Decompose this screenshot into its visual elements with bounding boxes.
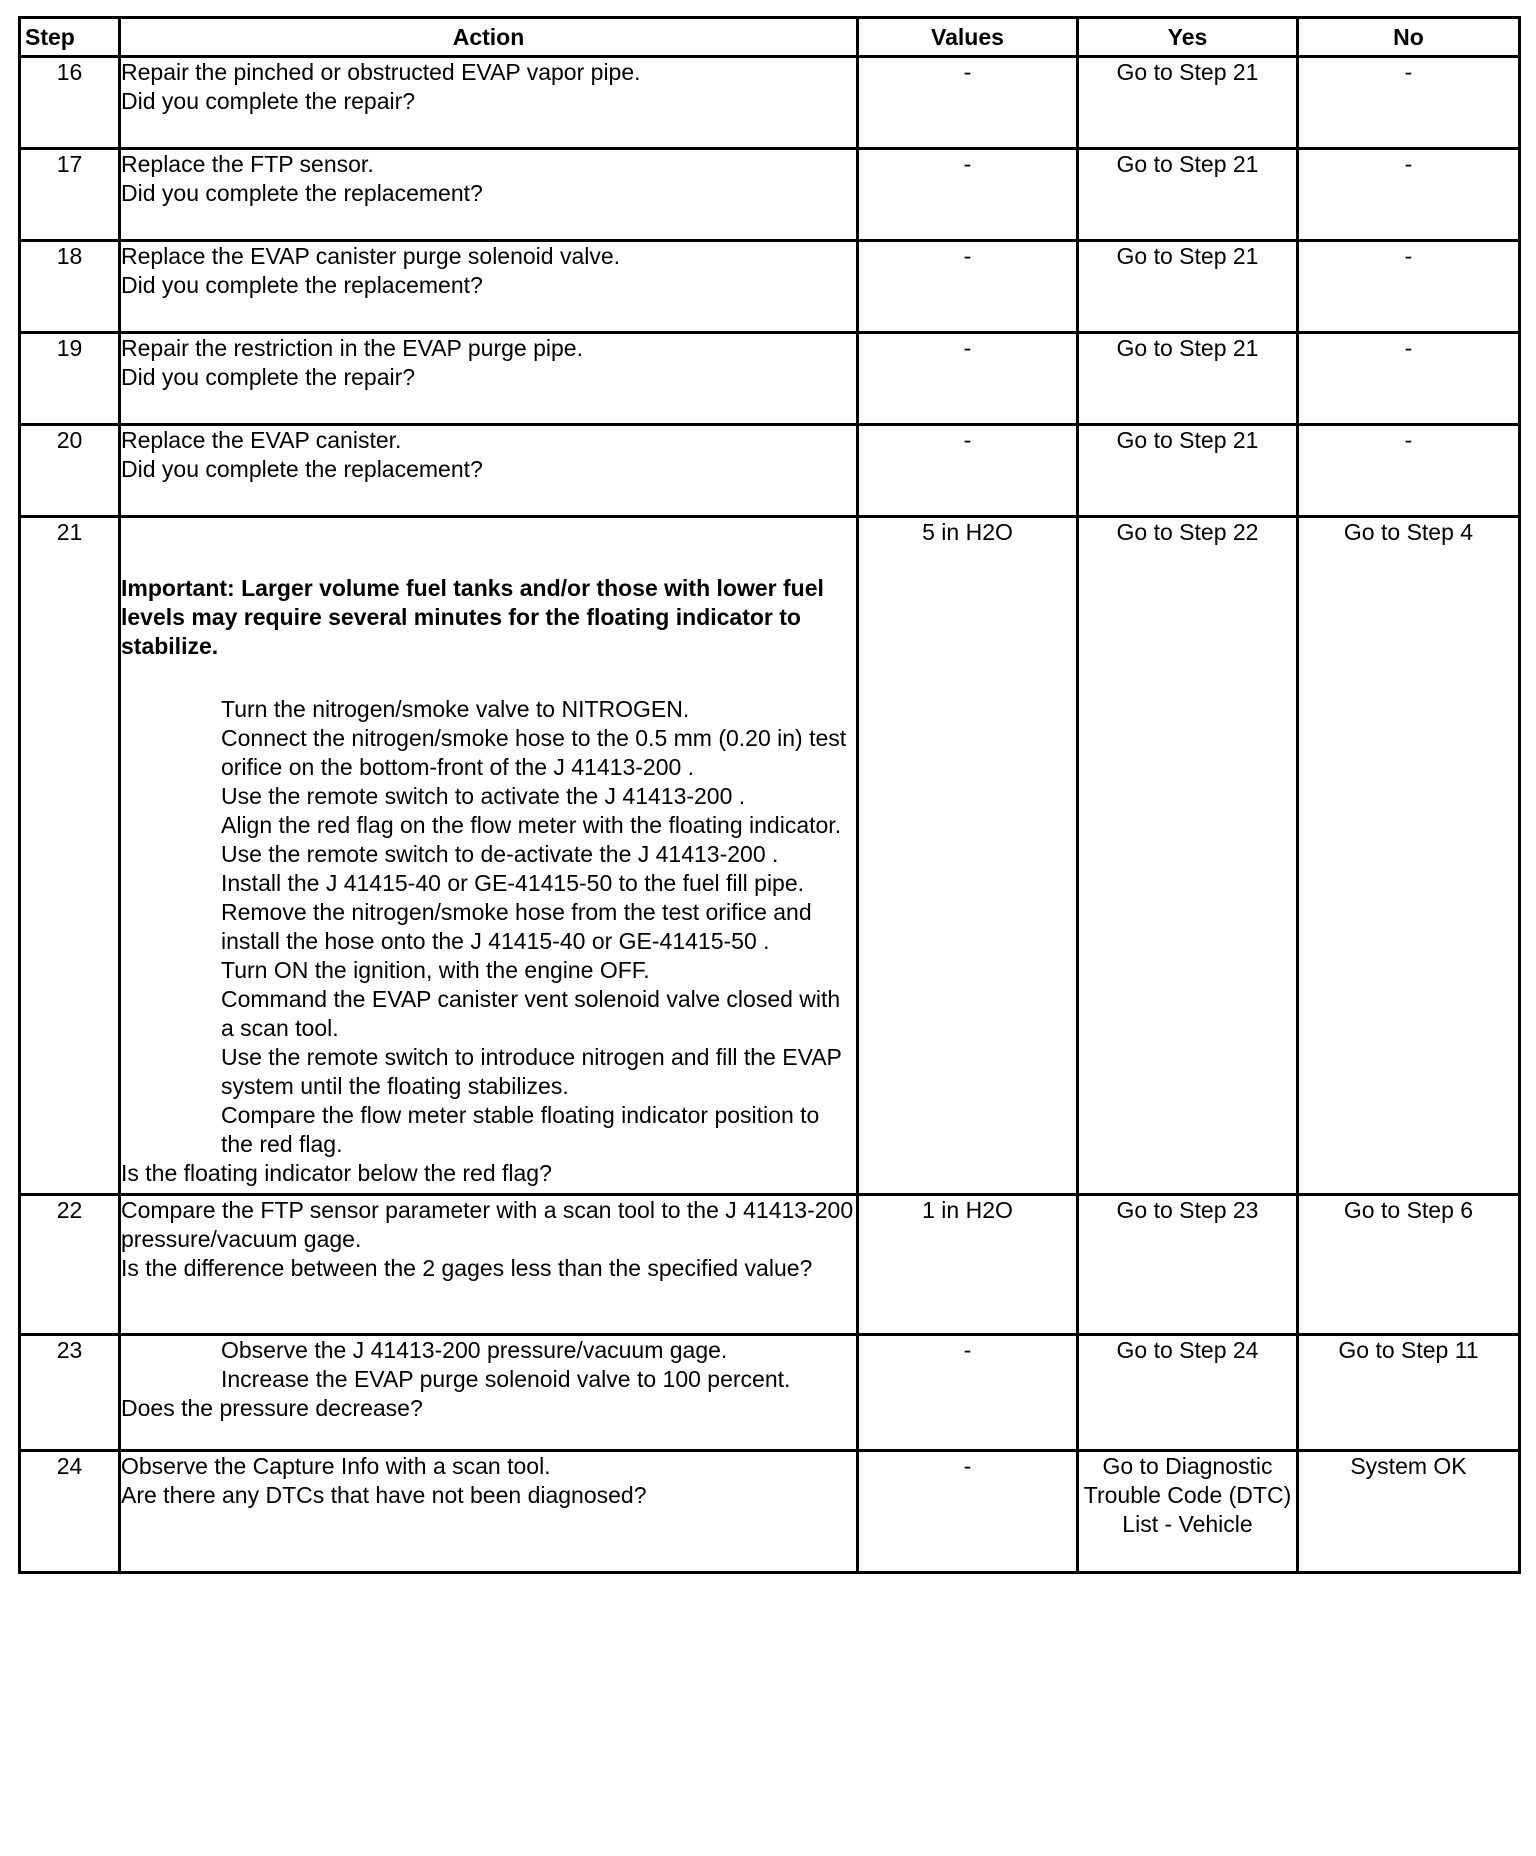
action-question: Did you complete the replacement? xyxy=(121,272,483,298)
action-text: Compare the FTP sensor parameter with a scan tool to the J 41413-200 pressure/vacuum gage. xyxy=(121,1197,854,1252)
no-cell xyxy=(1298,333,1520,425)
value-cell: 1 in H2O xyxy=(858,1195,1078,1335)
value-cell: - xyxy=(858,241,1078,333)
no-cell xyxy=(1298,1195,1520,1335)
header-step: Step xyxy=(20,18,120,57)
table-row xyxy=(20,149,1520,241)
no-cell xyxy=(1298,1451,1520,1573)
no-cell xyxy=(1298,517,1520,1195)
action-cell xyxy=(120,333,858,425)
header-row xyxy=(20,18,1520,57)
action-text: Observe the Capture Info with a scan tool. xyxy=(121,1453,551,1479)
action-question: Did you complete the repair? xyxy=(121,88,416,114)
action-question: Is the difference between the 2 gages less than the specified value? xyxy=(121,1255,813,1281)
action-cell xyxy=(120,149,858,241)
yes-text: Go to Step 21 xyxy=(1116,335,1259,361)
no-cell xyxy=(1298,241,1520,333)
list-item: Compare the flow meter stable floating indicator position to the red flag. xyxy=(221,1102,820,1157)
procedure-list xyxy=(121,1336,856,1394)
action-question: Does the pressure decrease? xyxy=(121,1395,423,1421)
header-no: No xyxy=(1298,18,1520,57)
diagnostic-table xyxy=(18,16,1521,1574)
no-text: - xyxy=(1404,151,1413,177)
table-row xyxy=(20,333,1520,425)
yes-text: Go to Step 21 xyxy=(1116,243,1259,269)
action-cell xyxy=(120,517,858,1195)
list-item: Turn ON the ignition, with the engine OFF. xyxy=(221,957,650,983)
step-number: 22 xyxy=(20,1195,120,1335)
no-text: - xyxy=(1404,59,1413,85)
yes-text: Go to Diagnostic Trouble Code (DTC) List - Vehicle xyxy=(1083,1453,1292,1537)
list-item: Use the remote switch to introduce nitrogen and fill the EVAP system until the floating stabilizes. xyxy=(221,1044,842,1099)
list-item: Turn the nitrogen/smoke valve to NITROGEN. xyxy=(221,696,690,722)
yes-cell xyxy=(1078,333,1298,425)
action-cell xyxy=(120,57,858,149)
action-cell xyxy=(120,1195,858,1335)
yes-cell xyxy=(1078,241,1298,333)
table-row xyxy=(20,1451,1520,1573)
yes-cell xyxy=(1078,517,1298,1195)
action-question: Did you complete the replacement? xyxy=(121,456,483,482)
list-item: Observe the J 41413-200 pressure/vacuum gage. xyxy=(221,1337,728,1363)
yes-cell xyxy=(1078,57,1298,149)
yes-text: Go to Step 21 xyxy=(1116,59,1259,85)
table-row xyxy=(20,241,1520,333)
list-item: Connect the nitrogen/smoke hose to the 0.5 mm (0.20 in) test orifice on the bottom-front of the J 41413-200 . xyxy=(221,725,847,780)
action-text: Replace the EVAP canister purge solenoid valve. xyxy=(121,243,621,269)
no-cell xyxy=(1298,1335,1520,1451)
step-number: 18 xyxy=(20,241,120,333)
value-cell: - xyxy=(858,425,1078,517)
step-number: 17 xyxy=(20,149,120,241)
step-number: 21 xyxy=(20,517,120,1195)
table-row xyxy=(20,1195,1520,1335)
step-number: 23 xyxy=(20,1335,120,1451)
no-text: Go to Step 11 xyxy=(1338,1337,1479,1363)
list-item: Increase the EVAP purge solenoid valve to 100 percent. xyxy=(221,1366,791,1392)
list-item: Command the EVAP canister vent solenoid valve closed with a scan tool. xyxy=(221,986,841,1041)
no-cell xyxy=(1298,425,1520,517)
yes-cell xyxy=(1078,1451,1298,1573)
table-row xyxy=(20,425,1520,517)
step-number: 24 xyxy=(20,1451,120,1573)
yes-cell xyxy=(1078,149,1298,241)
action-text: Replace the FTP sensor. xyxy=(121,151,374,177)
table-row xyxy=(20,57,1520,149)
value-cell: - xyxy=(858,1451,1078,1573)
action-text: Replace the EVAP canister. xyxy=(121,427,402,453)
table-row xyxy=(20,1335,1520,1451)
action-question: Did you complete the replacement? xyxy=(121,180,483,206)
no-cell xyxy=(1298,149,1520,241)
value-cell: - xyxy=(858,333,1078,425)
no-text: System OK xyxy=(1350,1453,1467,1479)
list-item: Align the red flag on the flow meter with the floating indicator. Use the remote switch to de-activate the J 41413-200 . xyxy=(221,812,842,867)
list-item: Remove the nitrogen/smoke hose from the test orifice and install the hose onto the J 41415-40 or GE-41415-50 . xyxy=(221,899,812,954)
yes-text: Go to Step 24 xyxy=(1116,1337,1259,1363)
action-text: Repair the restriction in the EVAP purge pipe. xyxy=(121,335,583,361)
no-text: Go to Step 6 xyxy=(1343,1197,1474,1223)
important-note: Important: Larger volume fuel tanks and/or those with lower fuel levels may require several minutes for the floating indicator to stabilize. xyxy=(121,575,824,659)
yes-text: Go to Step 22 xyxy=(1116,519,1259,545)
header-yes: Yes xyxy=(1078,18,1298,57)
step-number: 16 xyxy=(20,57,120,149)
yes-cell xyxy=(1078,1335,1298,1451)
action-question: Are there any DTCs that have not been diagnosed? xyxy=(121,1482,647,1508)
yes-cell xyxy=(1078,425,1298,517)
value-cell: - xyxy=(858,149,1078,241)
no-text: - xyxy=(1404,427,1413,453)
action-question: Did you complete the repair? xyxy=(121,364,416,390)
procedure-list xyxy=(121,695,856,1159)
action-question: Is the floating indicator below the red flag? xyxy=(121,1160,552,1186)
yes-cell xyxy=(1078,1195,1298,1335)
list-item: Use the remote switch to activate the J 41413-200 . xyxy=(221,783,746,809)
yes-text: Go to Step 23 xyxy=(1116,1197,1259,1223)
no-text: Go to Step 4 xyxy=(1343,519,1474,545)
header-action: Action xyxy=(120,18,858,57)
step-number: 19 xyxy=(20,333,120,425)
action-cell xyxy=(120,1335,858,1451)
step-number: 20 xyxy=(20,425,120,517)
action-cell xyxy=(120,425,858,517)
value-cell: - xyxy=(858,1335,1078,1451)
action-cell xyxy=(120,241,858,333)
no-text: - xyxy=(1404,243,1413,269)
yes-text: Go to Step 21 xyxy=(1116,151,1259,177)
header-values: Values xyxy=(858,18,1078,57)
no-text: - xyxy=(1404,335,1413,361)
action-cell xyxy=(120,1451,858,1573)
table-row xyxy=(20,517,1520,1195)
action-text: Repair the pinched or obstructed EVAP vapor pipe. xyxy=(121,59,641,85)
no-cell xyxy=(1298,57,1520,149)
value-cell: - xyxy=(858,57,1078,149)
yes-text: Go to Step 21 xyxy=(1116,427,1259,453)
value-cell: 5 in H2O xyxy=(858,517,1078,1195)
list-item: Install the J 41415-40 or GE-41415-50 to the fuel fill pipe. xyxy=(221,870,805,896)
